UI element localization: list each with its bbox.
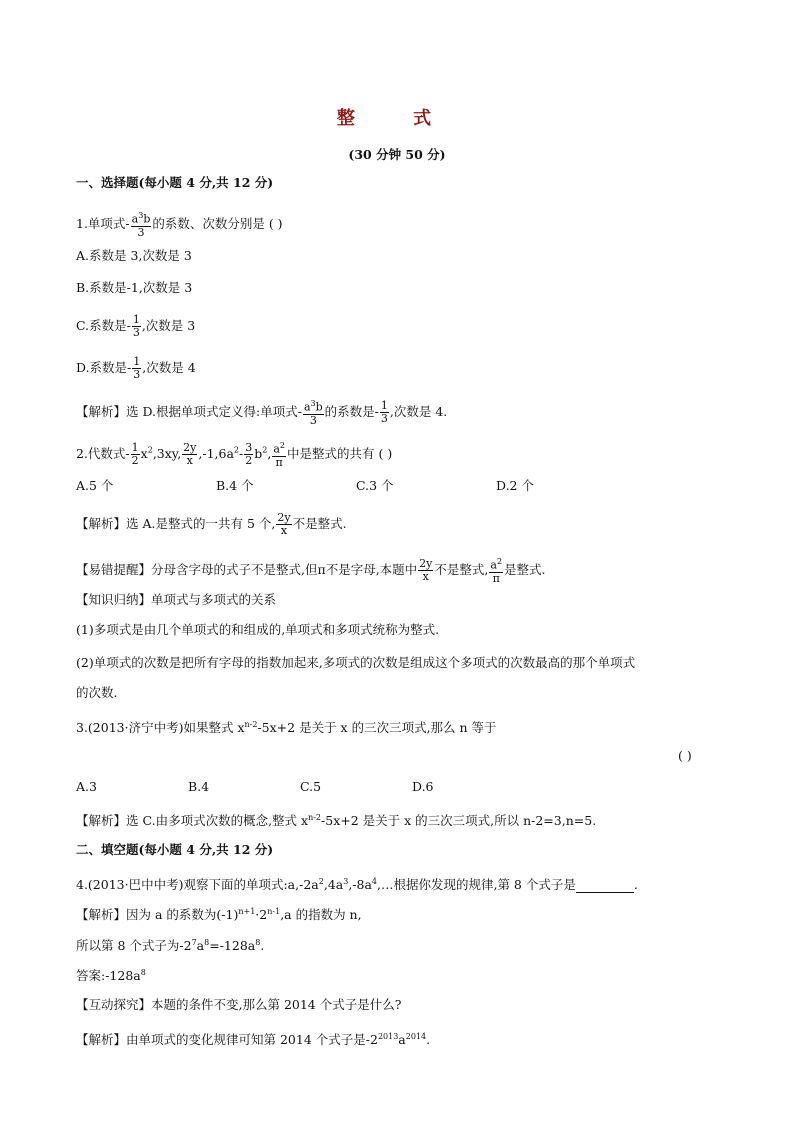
fraction: $\frac{2y}{x}$: [183, 440, 197, 467]
page-subtitle: (30 分钟 50 分): [348, 147, 446, 162]
knowledge-header: 【知识归纳】单项式与多项式的关系: [76, 592, 277, 607]
question-1: 1.单项式- $\frac{a^3b}{3}$ 的系数、次数分别是 ( ): [76, 211, 283, 239]
fraction: $\frac{2y}{x}$: [277, 511, 291, 537]
fraction: $\frac{2y}{x}$: [419, 556, 433, 583]
option-b: B.系数是-1,次数是 3: [76, 280, 193, 295]
option-d: D.系数是- $\frac{1}{3}$ ,次数是 4: [76, 355, 196, 381]
question-3-options: A.3 B.4 C.5 D.6: [76, 779, 434, 794]
fraction: $\frac{1}{3}$: [132, 313, 140, 339]
answer-2: 【解析】选 A.是整式的一共有 5 个, $\frac{2y}{x}$ 不是整式.: [76, 511, 347, 537]
option-c: C.系数是- $\frac{1}{3}$ ,次数是 3: [76, 313, 196, 339]
fraction: $\frac{1}{2}$: [131, 440, 139, 467]
question-2: 2.代数式- $\frac{1}{2}$ $x^2,3xy$, $\frac{2y}{x}$ $,-1,6a^2-$ $\frac{3}{2}$ $b^2$, $\frac{a^2}{\pi}$ 中是整式的共有 ( ): [76, 440, 393, 469]
fraction: $\frac{a^3b}{3}$: [131, 211, 151, 239]
knowledge-2: (2)单项式的次数是把所有字母的指数加起来,多项式的次数是组成这个多项式的次数最高的那个单项式: [76, 655, 636, 670]
answer-4-line-2: 所以第 8 个式子为$-2^7a^8=-128a^8$.: [76, 938, 265, 954]
knowledge-2-cont: 的次数.: [76, 685, 118, 700]
option-a: A.系数是 3,次数是 3: [76, 248, 192, 263]
answer-1: 【解析】选 D.根据单项式定义得:单项式- $\frac{a^3b}{3}$ 的系数是- $\frac{1}{3}$ ,次数是 4.: [76, 398, 448, 427]
fraction: $\frac{3}{2}$: [245, 440, 253, 467]
section-2-header: 二、填空题(每小题 4 分,共 12 分): [76, 842, 274, 857]
question-2-options: A.5 个 B.4 个 C.3 个 D.2 个: [76, 478, 534, 493]
page-title: 整 式: [336, 108, 458, 129]
answer-paren: ( ): [678, 748, 692, 763]
fraction: $\frac{1}{3}$: [133, 355, 141, 381]
fraction: $\frac{a^2}{\pi}$: [273, 441, 285, 469]
explore-question: 【互动探究】本题的条件不变,那么第 2014 个式子是什么?: [76, 997, 402, 1012]
fraction: $\frac{a^3b}{3}$: [303, 399, 323, 427]
fraction: $\frac{a^2}{\pi}$: [490, 557, 503, 585]
fraction: $\frac{1}{3}$: [380, 398, 388, 425]
question-4: 4.(2013·巴中中考)观察下面的单项式$:a,-2a^2,4a^3,-8a^4,\dots$根据你发现的规律,第 8 个式子是 .: [76, 877, 638, 893]
section-1-header: 一、选择题(每小题 4 分,共 12 分): [76, 175, 274, 190]
answer-4-line-1: 【解析】因为 a 的系数为$(-1)^{n+1}\cdot 2^{n-1},a$ 的指数为 n,: [76, 907, 362, 923]
question-3: 3.(2013·济宁中考)如果整式 $x^{n-2}-5x+2$ 是关于 x 的三次三项式,那么 n 等于: [76, 720, 497, 736]
explore-answer: 【解析】由单项式的变化规律可知第 2014 个式子是$-2^{2013}a^{2014}$.: [76, 1032, 431, 1048]
knowledge-1: (1)多项式是由几个单项式的和组成的,单项式和多项式统称为整式.: [76, 622, 440, 637]
answer-4-final: 答案$:-128a^8$: [76, 968, 146, 984]
answer-3: 【解析】选 C.由多项式次数的概念,整式 $x^{n-2}-5x+2$ 是关于 x 的三次三项式,所以 n-2=3,n=5.: [76, 813, 597, 829]
answer-blank[interactable]: [576, 880, 634, 893]
error-tip: 【易错提醒】分母含字母的式子不是整式,但π不是字母,本题中 $\frac{2y}{x}$ 不是整式, $\frac{a^2}{\pi}$ 是整式.: [76, 556, 546, 585]
